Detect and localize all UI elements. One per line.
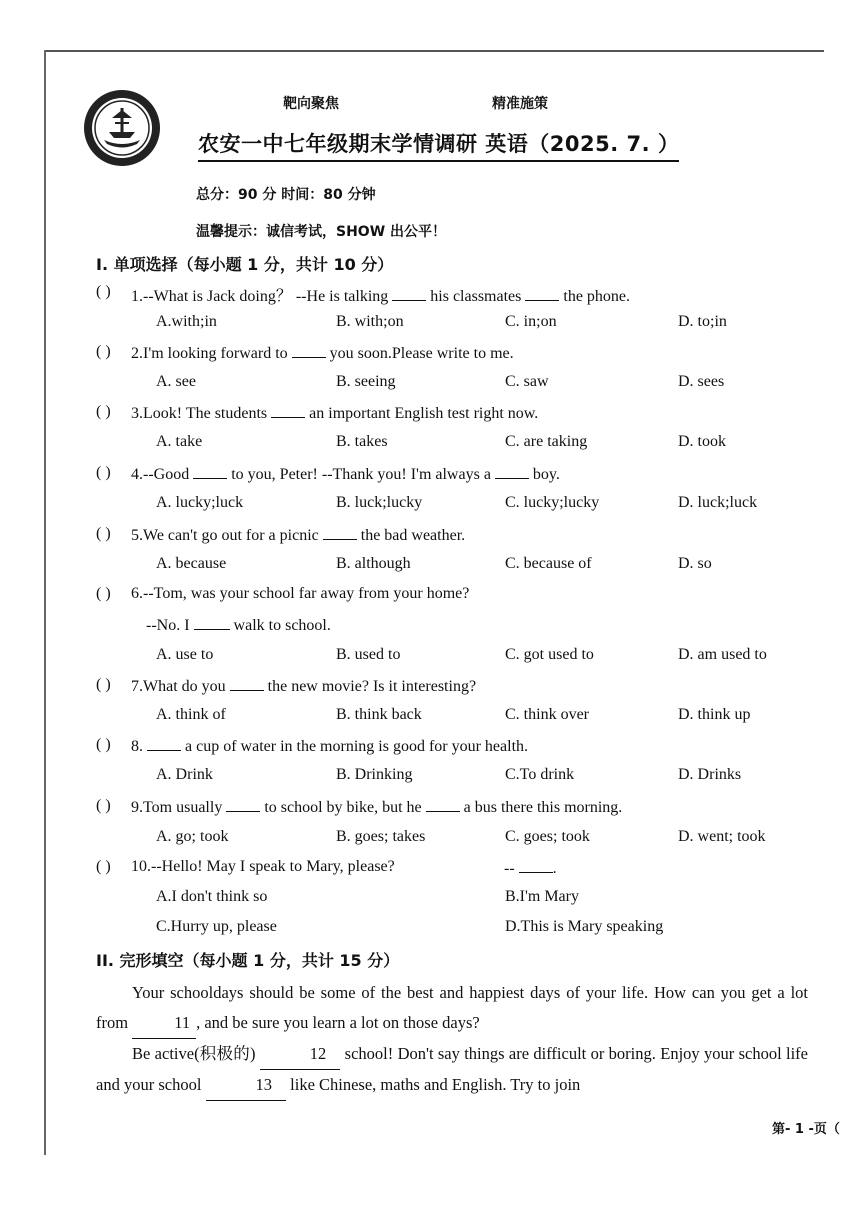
answer-blank[interactable] (147, 736, 181, 751)
question-stem-line2 (146, 615, 331, 635)
option-c: C. goes; took (505, 828, 590, 845)
answer-blank[interactable] (230, 676, 264, 691)
option-a: A. see (156, 373, 196, 390)
passage-text: school! Don't say things are difficult or boring. Enjoy your school life and your school (96, 1044, 808, 1094)
option-d: D. luck;luck (678, 494, 758, 511)
answer-blank[interactable] (271, 403, 305, 418)
exam-title: 农安一中七年级期末学情调研 英语（2025. 7. ） (198, 128, 679, 162)
stem-text: 2.I'm looking forward to (131, 345, 292, 362)
stem-text: 8. (131, 738, 147, 755)
option-c: C. think over (505, 706, 589, 723)
option-c: C. lucky;lucky (505, 494, 600, 511)
left-border-line (44, 50, 46, 1155)
option-d: D. so (678, 555, 712, 572)
reply-line (504, 858, 557, 878)
option-d: D. sees (678, 373, 725, 390)
option-d: D. Drinks (678, 766, 742, 783)
answer-blank[interactable] (292, 343, 326, 358)
question-stem (131, 403, 538, 423)
option-a: A.I don't think so (156, 888, 268, 905)
question-stem (131, 736, 528, 756)
option-c: C. got used to (505, 646, 594, 663)
option-a: A. because (156, 555, 227, 572)
option-d: D.This is Mary speaking (505, 918, 664, 935)
question-stem: 6.--Tom, was your school far away from your home? (131, 585, 470, 602)
stem-text: a cup of water in the morning is good for your health. (181, 738, 529, 755)
section1-heading: I. 单项选择（每小题 1 分，共计 10 分） (96, 255, 394, 274)
answer-paren[interactable]: ( ) (96, 343, 111, 360)
answer-paren[interactable]: ( ) (96, 736, 111, 753)
stem-text: 7.What do you (131, 678, 230, 695)
option-c: C.Hurry up, please (156, 918, 277, 935)
option-a: A. take (156, 433, 203, 450)
question-stem (131, 283, 630, 306)
stem-text: -- (504, 860, 519, 877)
answer-paren[interactable]: ( ) (96, 797, 111, 814)
option-a: A. use to (156, 646, 214, 663)
option-b: B. takes (336, 433, 388, 450)
stem-text: an important English test right now. (305, 405, 539, 422)
option-b: B. Drinking (336, 766, 413, 783)
cloze-blank-13[interactable]: 13 (206, 1070, 287, 1101)
stem-text: 9.Tom usually (131, 799, 227, 816)
stem-text: 4.--Good (131, 466, 194, 483)
answer-blank[interactable] (226, 797, 260, 812)
answer-blank[interactable] (392, 286, 426, 301)
option-d: D. took (678, 433, 726, 450)
answer-paren[interactable]: ( ) (96, 525, 111, 542)
stem-text: . (552, 860, 557, 877)
passage-paragraph-1 (96, 978, 808, 1039)
passage-text: , and be sure you learn a lot on those days? (196, 1013, 480, 1032)
page-number: 第- 1 -页（ (772, 1122, 840, 1137)
answer-paren[interactable]: ( ) (96, 676, 111, 693)
question-stem: 10.--Hello! May I speak to Mary, please? (131, 858, 395, 875)
answer-paren[interactable]: ( ) (96, 858, 111, 875)
answer-blank[interactable] (194, 615, 230, 630)
cloze-blank-12[interactable]: 12 (260, 1039, 341, 1070)
stem-text: the phone. (559, 288, 631, 305)
stem-text: to you, Peter! --Thank you! I'm always a (227, 466, 495, 483)
option-b: B. goes; takes (336, 828, 426, 845)
motto-right: 精准施策 (492, 96, 548, 112)
question-stem (131, 676, 476, 696)
answer-blank[interactable] (495, 464, 529, 479)
option-d: D. went; took (678, 828, 766, 845)
question-stem (131, 343, 514, 363)
option-c: C.To drink (505, 766, 575, 783)
passage-paragraph-2 (96, 1039, 808, 1101)
answer-paren[interactable]: ( ) (96, 403, 111, 420)
stem-text: the bad weather. (356, 527, 466, 544)
passage-text: Your schooldays should be some of the best and happiest days of your life. How can you get a lot from (96, 983, 808, 1032)
option-a: A. lucky;luck (156, 494, 244, 511)
school-seal-icon (82, 88, 162, 168)
answer-blank[interactable] (525, 286, 559, 301)
answer-blank[interactable] (193, 464, 227, 479)
option-b: B. luck;lucky (336, 494, 423, 511)
passage-text: like Chinese, maths and English. Try to join (286, 1075, 581, 1094)
option-b: B. seeing (336, 373, 396, 390)
stem-text: the new movie? Is it interesting? (263, 678, 477, 695)
stem-text: 1.--What is Jack doing？ --He is talking (131, 288, 393, 305)
section2-heading: II. 完形填空（每小题 1 分，共计 15 分） (96, 951, 400, 970)
cloze-blank-11[interactable]: 11 (132, 1008, 196, 1039)
stem-text: 5.We can't go out for a picnic (131, 527, 323, 544)
option-b: B. with;on (336, 313, 404, 330)
option-d: D. to;in (678, 313, 727, 330)
stem-text: to school by bike, but he (260, 799, 426, 816)
option-c: C. are taking (505, 433, 588, 450)
option-a: A. think of (156, 706, 226, 723)
option-b: B.I'm Mary (505, 888, 579, 905)
score-time: 总分：90 分 时间：80 分钟 (196, 187, 376, 203)
stem-text: --No. I (146, 617, 194, 634)
top-border-line (44, 50, 824, 52)
question-stem (131, 464, 560, 484)
option-c: C. saw (505, 373, 549, 390)
stem-text: 3.Look! The students (131, 405, 272, 422)
option-a: A.with;in (156, 313, 217, 330)
option-a: A. Drink (156, 766, 213, 783)
stem-text: a bus there this morning. (459, 799, 623, 816)
option-b: B. used to (336, 646, 401, 663)
stem-text: you soon.Please write to me. (325, 345, 514, 362)
option-d: D. am used to (678, 646, 767, 663)
motto-left: 靶向聚焦 (283, 96, 339, 112)
answer-paren[interactable]: ( ) (96, 283, 111, 300)
option-b: B. think back (336, 706, 422, 723)
question-stem (131, 797, 622, 817)
stem-text: his classmates (426, 288, 526, 305)
answer-blank[interactable] (426, 797, 460, 812)
answer-paren[interactable]: ( ) (96, 464, 111, 481)
option-d: D. think up (678, 706, 751, 723)
stem-text: boy. (528, 466, 560, 483)
passage-text: Be active(积极的) (132, 1044, 260, 1063)
answer-paren[interactable]: ( ) (96, 585, 111, 602)
question-stem (131, 525, 465, 545)
answer-blank[interactable] (519, 858, 553, 873)
option-b: B. although (336, 555, 411, 572)
option-c: C. because of (505, 555, 592, 572)
option-a: A. go; took (156, 828, 229, 845)
exam-tip: 温馨提示：诚信考试，SHOW 出公平！ (196, 224, 447, 240)
answer-blank[interactable] (323, 525, 357, 540)
stem-text: walk to school. (229, 617, 331, 634)
option-c: C. in;on (505, 313, 557, 330)
